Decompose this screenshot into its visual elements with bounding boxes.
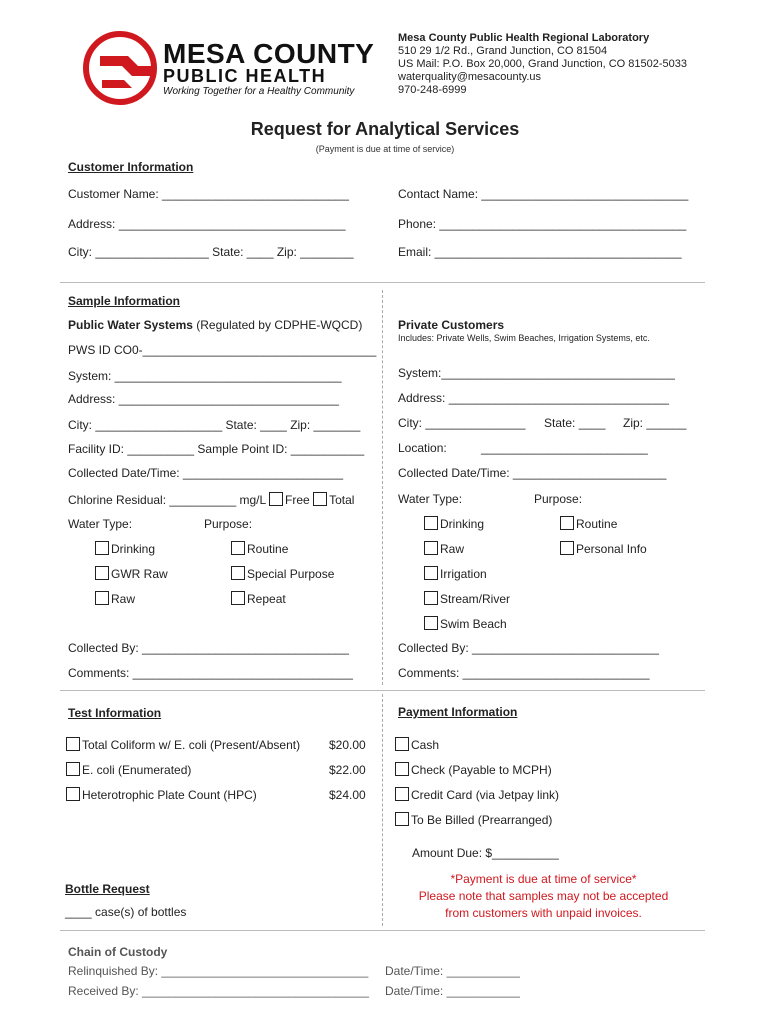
private-includes: Includes: Private Wells, Swim Beaches, Irrigation Systems, etc.: [398, 333, 650, 343]
option-label: Routine: [247, 542, 289, 556]
custody-heading: Chain of Custody: [68, 945, 168, 959]
payment-option-billed[interactable]: [395, 812, 552, 827]
public-city-state-zip-field[interactable]: City: ___________________ State: ____ Zip: _______: [68, 418, 361, 432]
lab-email: waterquality@mesacounty.us: [398, 71, 542, 83]
private-location-field[interactable]: _________________________: [481, 441, 648, 455]
total-checkbox[interactable]: [313, 492, 327, 506]
payment-due-notice: *Payment is due at time of service*: [450, 872, 637, 886]
test-label: E. coli (Enumerated): [82, 763, 192, 777]
private-wt-stream-river[interactable]: [424, 591, 510, 606]
option-label: Raw: [440, 542, 465, 556]
payment-warning-line2: from customers with unpaid invoices.: [445, 906, 642, 920]
private-city-field[interactable]: City: _______________: [398, 416, 526, 430]
bottle-request-field[interactable]: ____ case(s) of bottles: [65, 905, 187, 919]
contact-name-field[interactable]: Contact Name: _______________________________: [398, 187, 689, 201]
facility-sample-point-field[interactable]: Facility ID: __________ Sample Point ID: ___________: [68, 442, 365, 456]
option-label: Personal Info: [576, 542, 647, 556]
option-label: Drinking: [440, 517, 485, 531]
logo-tagline: Working Together for a Healthy Community: [163, 86, 355, 97]
checkbox[interactable]: [231, 541, 245, 555]
mcph-logo-icon: [80, 30, 160, 108]
payment-option-check[interactable]: [395, 762, 552, 777]
public-water-type-label: Water Type:: [68, 517, 133, 531]
lab-phone: 970-248-6999: [398, 84, 467, 96]
received-datetime-field[interactable]: Date/Time: ___________: [385, 984, 520, 998]
customer-name-field[interactable]: Customer Name: ____________________________: [68, 187, 349, 201]
test-item[interactable]: [66, 762, 191, 777]
private-wt-drinking[interactable]: [424, 516, 484, 531]
checkbox[interactable]: [395, 762, 409, 776]
checkbox[interactable]: [395, 787, 409, 801]
public-water-heading: [68, 318, 362, 332]
private-wt-swim-beach[interactable]: [424, 616, 507, 631]
checkbox[interactable]: [66, 762, 80, 776]
customer-city-state-zip-field[interactable]: City: _________________ State: ____ Zip: ________: [68, 245, 354, 259]
private-address-field[interactable]: Address: _________________________________: [398, 391, 669, 405]
private-wt-irrigation[interactable]: [424, 566, 487, 581]
option-label: Special Purpose: [247, 567, 335, 581]
public-system-field[interactable]: System: __________________________________: [68, 369, 342, 383]
public-address-field[interactable]: Address: _________________________________: [68, 392, 339, 406]
checkbox[interactable]: [395, 812, 409, 826]
private-comments-field[interactable]: Comments: ____________________________: [398, 666, 650, 680]
option-label: Repeat: [247, 592, 286, 606]
option-label: Raw: [111, 592, 136, 606]
option-label: Irrigation: [440, 567, 487, 581]
test-price: $22.00: [329, 763, 366, 777]
checkbox[interactable]: [560, 516, 574, 530]
public-wt-raw[interactable]: [95, 591, 135, 606]
free-checkbox[interactable]: [269, 492, 283, 506]
lab-mail: US Mail: P.O. Box 20,000, Grand Junction, CO 81502-5033: [398, 58, 688, 70]
customer-email-field[interactable]: Email: _____________________________________: [398, 245, 682, 259]
public-water-heading-rest: (Regulated by CDPHE-WQCD): [192, 318, 363, 332]
checkbox[interactable]: [424, 591, 438, 605]
payment-option-cash[interactable]: [395, 737, 439, 752]
total-label: Total: [329, 493, 355, 507]
public-collected-datetime-field[interactable]: Collected Date/Time: ________________________: [68, 466, 344, 480]
option-label: Check (Payable to MCPH): [411, 763, 552, 777]
relinquished-by-field[interactable]: Relinquished By: _______________________________: [68, 964, 369, 978]
divider: [60, 282, 705, 283]
checkbox[interactable]: [95, 566, 109, 580]
option-label: To Be Billed (Prearranged): [411, 813, 553, 827]
option-label: Routine: [576, 517, 618, 531]
payment-heading: Payment Information: [398, 705, 518, 719]
private-purpose-personal-info[interactable]: [560, 541, 647, 556]
public-collected-by-field[interactable]: Collected By: _______________________________: [68, 641, 349, 655]
test-item[interactable]: [66, 737, 300, 752]
checkbox[interactable]: [424, 541, 438, 555]
checkbox[interactable]: [66, 737, 80, 751]
test-price: $24.00: [329, 788, 366, 802]
test-heading: Test Information: [68, 706, 162, 720]
checkbox[interactable]: [424, 616, 438, 630]
lab-name: Mesa County Public Health Regional Laboratory: [398, 32, 650, 44]
option-label: Swim Beach: [440, 617, 507, 631]
private-location-label: Location:: [398, 441, 447, 455]
public-purpose-repeat[interactable]: [231, 591, 286, 606]
private-heading: Private Customers: [398, 318, 505, 332]
private-collected-datetime-field[interactable]: Collected Date/Time: _______________________: [398, 466, 667, 480]
checkbox[interactable]: [66, 787, 80, 801]
checkbox[interactable]: [395, 737, 409, 751]
public-wt-gwr-raw[interactable]: [95, 566, 168, 581]
payment-warning-line1: Please note that samples may not be accepted: [418, 889, 669, 903]
option-label: Credit Card (via Jetpay link): [411, 788, 560, 802]
private-state-field[interactable]: State: ____: [544, 416, 606, 430]
pws-id-field[interactable]: PWS ID CO0-___________________________________: [68, 343, 377, 357]
private-purpose-routine[interactable]: [560, 516, 617, 531]
checkbox[interactable]: [424, 566, 438, 580]
test-price: $20.00: [329, 738, 366, 752]
divider: [60, 690, 705, 691]
private-wt-raw[interactable]: [424, 541, 464, 556]
private-zip-field[interactable]: Zip: ______: [623, 416, 687, 430]
amount-due-field[interactable]: Amount Due: $__________: [412, 846, 559, 860]
received-by-field[interactable]: Received By: __________________________________: [68, 984, 369, 998]
public-purpose-routine[interactable]: [231, 541, 288, 556]
test-label: Total Coliform w/ E. coli (Present/Absent): [82, 738, 301, 752]
private-water-type-label: Water Type:: [398, 492, 463, 506]
public-comments-field[interactable]: Comments: _________________________________: [68, 666, 353, 680]
checkbox[interactable]: [231, 591, 245, 605]
relinquished-datetime-field[interactable]: Date/Time: ___________: [385, 964, 520, 978]
column-divider: [382, 290, 383, 685]
public-water-heading-bold: Public Water Systems: [68, 318, 193, 332]
public-purpose-label: Purpose:: [204, 517, 253, 531]
checkbox[interactable]: [231, 566, 245, 580]
option-label: GWR Raw: [111, 567, 168, 581]
checkbox[interactable]: [424, 516, 438, 530]
private-system-field[interactable]: System:___________________________________: [398, 366, 675, 380]
bottle-heading: Bottle Request: [65, 882, 150, 896]
checkbox[interactable]: [560, 541, 574, 555]
payment-note: (Payment is due at time of service): [315, 144, 455, 154]
payment-option-credit-card[interactable]: [395, 787, 559, 802]
customer-heading: Customer Information: [68, 160, 194, 174]
logo-subtitle: PUBLIC HEALTH: [163, 66, 327, 86]
checkbox[interactable]: [95, 541, 109, 555]
lab-address: 510 29 1/2 Rd., Grand Junction, CO 81504: [398, 45, 608, 57]
logo-title: MESA COUNTY: [163, 38, 375, 69]
chlorine-residual-field: [68, 492, 354, 507]
option-label: Cash: [411, 738, 440, 752]
free-label: Free: [285, 493, 310, 507]
customer-address-field[interactable]: Address: __________________________________: [68, 217, 346, 231]
page-title: Request for Analytical Services: [250, 119, 520, 139]
sample-heading: Sample Information: [68, 294, 181, 308]
customer-phone-field[interactable]: Phone: _____________________________________: [398, 217, 687, 231]
test-label: Heterotrophic Plate Count (HPC): [82, 788, 257, 802]
private-collected-by-field[interactable]: Collected By: ____________________________: [398, 641, 659, 655]
private-purpose-label: Purpose:: [534, 492, 583, 506]
option-label: Stream/River: [440, 592, 511, 606]
checkbox[interactable]: [95, 591, 109, 605]
option-label: Drinking: [111, 542, 156, 556]
divider: [60, 930, 705, 931]
chlorine-residual-label[interactable]: Chlorine Residual: __________ mg/L: [68, 493, 266, 507]
public-wt-drinking[interactable]: [95, 541, 155, 556]
public-purpose-special[interactable]: [231, 566, 334, 581]
test-item[interactable]: [66, 787, 257, 802]
